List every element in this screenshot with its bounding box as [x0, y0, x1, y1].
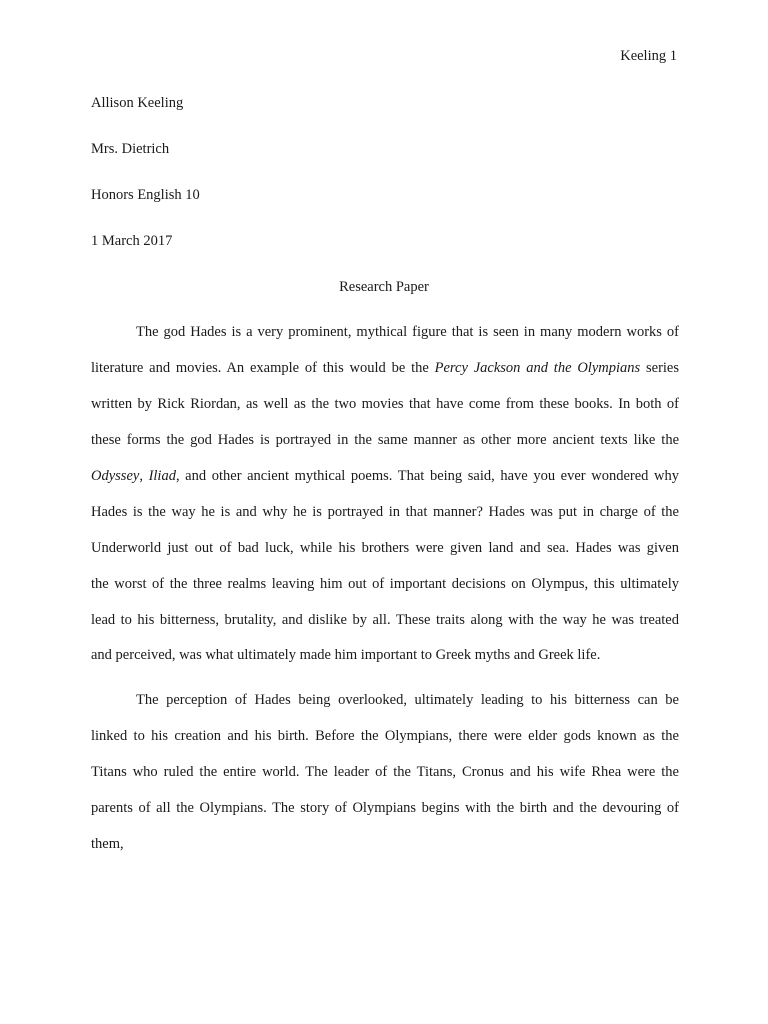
paper-title: Research Paper — [339, 279, 429, 295]
paragraph-1-line-5 — [91, 466, 679, 486]
text-run: , and other ancient mythical poems. That being said, have you ever wondered why — [175, 468, 679, 484]
paragraph-2-line-2: linked to his creation and his birth. Before the Olympians, there were elder gods known as the — [91, 728, 679, 744]
paper-date: 1 March 2017 — [91, 233, 173, 249]
paragraph-2-line-5: them, — [91, 836, 124, 852]
book-title: Percy Jackson and the Olympians — [434, 360, 641, 376]
paragraph-1-line-8: the worst of the three realms leaving him out of important decisions on Olympus, this ultimately — [91, 576, 679, 592]
running-header: Keeling 1 — [620, 48, 677, 64]
paragraph-1-line-4: these forms the god Hades is portrayed in the same manner as other more ancient texts like the — [91, 432, 679, 448]
instructor-name: Mrs. Dietrich — [91, 141, 170, 157]
paragraph-1-line-3: written by Rick Riordan, as well as the two movies that have come from these books. In both of — [91, 396, 679, 412]
work-title: Iliad — [148, 468, 176, 484]
course-name: Honors English 10 — [91, 187, 200, 203]
paragraph-1-line-1: The god Hades is a very prominent, mythical figure that is seen in many modern works of — [136, 324, 679, 340]
text-run: literature and movies. An example of this would be the — [91, 360, 435, 376]
paragraph-2-line-3: Titans who ruled the entire world. The leader of the Titans, Cronus and his wife Rhea were the — [91, 764, 679, 780]
paragraph-1-line-2 — [91, 358, 679, 378]
text-run: , — [139, 468, 149, 484]
paragraph-2-line-4: parents of all the Olympians. The story of Olympians begins with the birth and the devouring of — [91, 800, 679, 816]
paragraph-1-line-9: lead to his bitterness, brutality, and dislike by all. These traits along with the way he was treated — [91, 612, 679, 628]
paragraph-1-line-10: and perceived, was what ultimately made him important to Greek myths and Greek life. — [91, 647, 601, 663]
paragraph-2-line-1: The perception of Hades being overlooked, ultimately leading to his bitterness can be — [136, 692, 679, 708]
work-title: Odyssey — [91, 468, 140, 484]
text-run: series — [640, 360, 680, 376]
paragraph-1-line-7: Underworld just out of bad luck, while his brothers were given land and sea. Hades was given — [91, 540, 679, 556]
paragraph-1-line-6: Hades is the way he is and why he is portrayed in that manner? Hades was put in charge of the — [91, 504, 679, 520]
author-name: Allison Keeling — [91, 95, 184, 111]
